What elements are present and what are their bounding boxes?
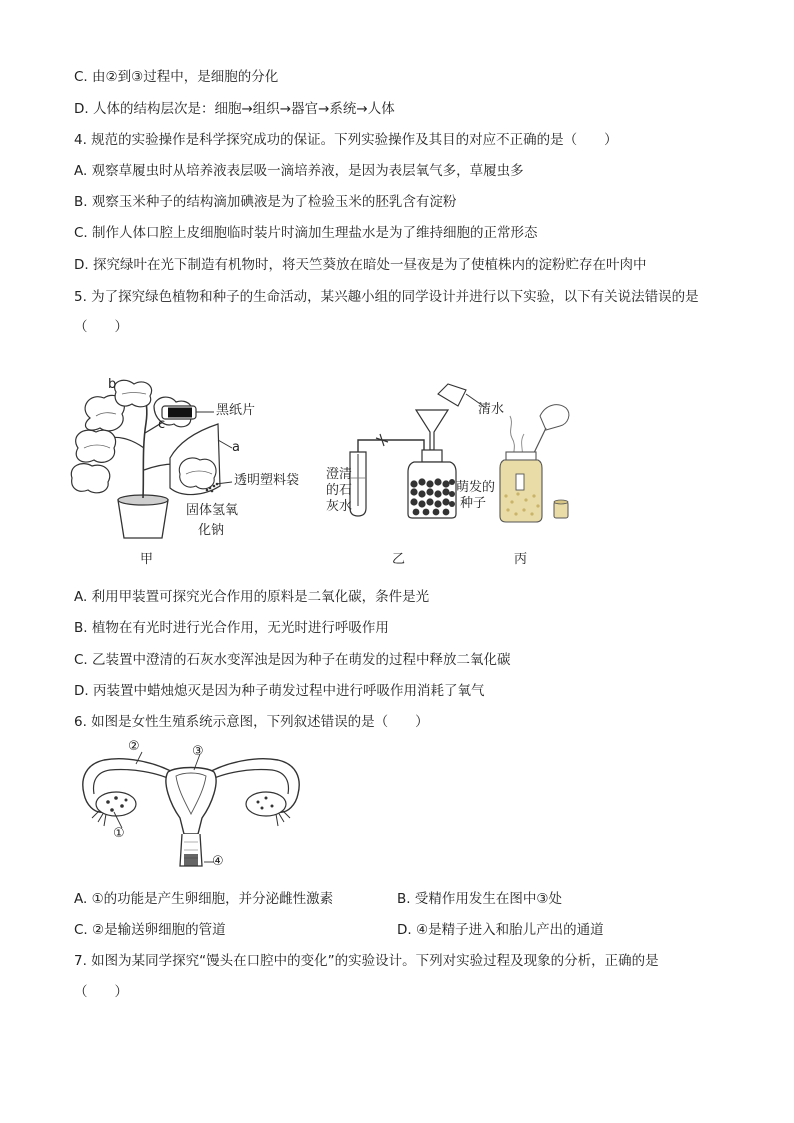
label-jia: 甲 — [140, 552, 154, 567]
q5-option-a: A. 利用甲装置可探究光合作用的原料是二氧化碳，条件是光 — [74, 589, 430, 605]
label-plastic-bag: 透明塑料袋 — [234, 473, 300, 488]
q6-option-d: D. ④是精子进入和胎儿产出的通道 — [397, 922, 604, 938]
label-b: b — [108, 377, 117, 392]
label-yi: 乙 — [392, 552, 406, 567]
q5-option-b: B. 植物在有光时进行光合作用，无光时进行呼吸作用 — [74, 620, 389, 636]
label-n4: ④ — [212, 854, 224, 869]
q4-option-c: C. 制作人体口腔上皮细胞临时装片时滴加生理盐水是为了维持细胞的正常形态 — [74, 225, 538, 241]
q7-stem-cont: （ ） — [74, 984, 128, 1000]
label-n3: ③ — [192, 744, 204, 759]
label-limewater-1: 澄清 — [326, 467, 353, 482]
label-black-paper: 黑纸片 — [216, 403, 256, 418]
label-naoh-1: 固体氢氧 — [186, 503, 239, 518]
label-bing: 丙 — [514, 552, 528, 567]
q6-option-b: B. 受精作用发生在图中③处 — [397, 891, 562, 907]
label-naoh-2: 化钠 — [198, 523, 225, 538]
q4-option-a: A. 观察草履虫时从培养液表层吸一滴培养液，是因为表层氧气多，草履虫多 — [74, 163, 524, 179]
q4-option-b: B. 观察玉米种子的结构滴加碘液是为了检验玉米的胚乳含有淀粉 — [74, 194, 457, 210]
label-clear-water: 清水 — [478, 402, 505, 417]
q5-option-c: C. 乙装置中澄清的石灰水变浑浊是因为种子在萌发的过程中释放二氧化碳 — [74, 652, 511, 668]
q5-option-d: D. 丙装置中蜡烛熄灭是因为种子萌发过程中进行呼吸作用消耗了氧气 — [74, 683, 485, 699]
label-limewater-2: 的石 — [326, 483, 353, 498]
label-c: c — [158, 417, 166, 432]
q6-figure-female-reproductive-system — [76, 739, 306, 872]
label-a: a — [232, 440, 240, 455]
q5-stem-cont: （ ） — [74, 319, 128, 335]
label-n1: ① — [113, 826, 125, 841]
q6-option-c: C. ②是输送卵细胞的管道 — [74, 922, 226, 938]
q6-stem: 6. 如图是女性生殖系统示意图，下列叙述错误的是（ ） — [74, 714, 429, 730]
q4-stem: 4. 规范的实验操作是科学探究成功的保证。下列实验操作及其目的对应不正确的是（ ） — [74, 132, 618, 148]
q7-stem: 7. 如图为某同学探究“馒头在口腔中的变化”的实验设计。下列对实验过程及现象的分析，正确的是 — [74, 953, 659, 969]
q5-stem: 5. 为了探究绿色植物和种子的生命活动，某兴趣小组的同学设计并进行以下实验，以下有关说法错误的是 — [74, 289, 699, 305]
q4-option-d: D. 探究绿叶在光下制造有机物时，将天竺葵放在暗处一昼夜是为了使植株内的淀粉贮存在叶肉中 — [74, 257, 647, 273]
label-limewater-3: 灰水 — [326, 499, 353, 514]
label-seeds-2: 种子 — [460, 496, 487, 511]
q6-option-a: A. ①的功能是产生卵细胞，并分泌雌性激素 — [74, 891, 334, 907]
label-n2: ② — [128, 739, 140, 754]
q3-option-d: D. 人体的结构层次是：细胞→组织→器官→系统→人体 — [74, 101, 395, 117]
q3-option-c: C. 由②到③过程中，是细胞的分化 — [74, 69, 279, 85]
label-seeds-1: 萌发的 — [456, 480, 496, 495]
q5-figure-candle-jar — [496, 398, 576, 528]
